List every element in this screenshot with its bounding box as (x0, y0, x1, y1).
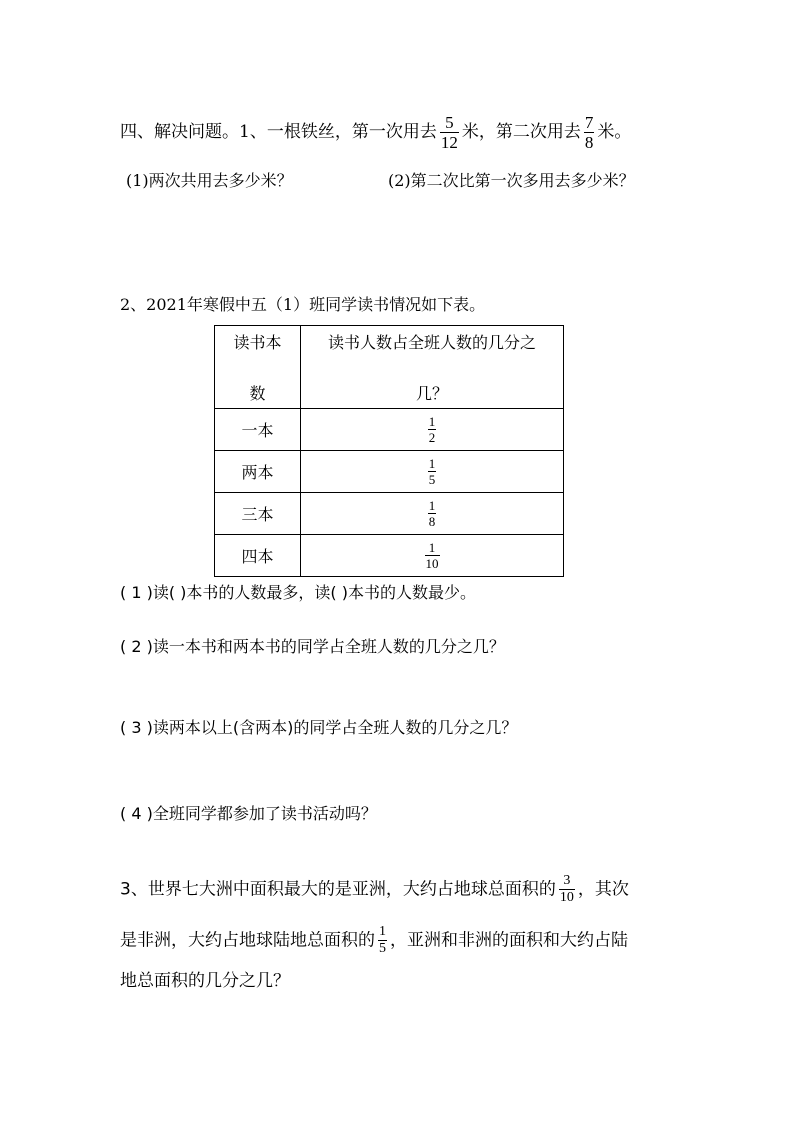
header-books-line2: 数 (249, 384, 266, 403)
q1-line1 (120, 114, 631, 151)
q3-line1 (120, 874, 629, 905)
q3-line3: 地总面积的几分之几？ (120, 971, 290, 991)
q1-sub1: (1)两次共用去多少米？ (126, 171, 293, 190)
q3-fraction-1: $\frac{3}{10}$ (559, 873, 574, 905)
table-row (215, 451, 564, 493)
q1-fraction-2: $\frac{7}{8}$ (584, 113, 594, 152)
q1-line1-prefix: 四、解决问题。1、一根铁丝，第一次用去 (120, 122, 437, 142)
q2-intro: 2、2021年寒假中五（1）班同学读书情况如下表。 (120, 295, 486, 314)
q2-sub4: ( 4 )全班同学都参加了读书活动吗？ (120, 804, 377, 823)
table-header-row (215, 326, 564, 409)
fraction-cell: $\frac{1}{5}$ (301, 451, 564, 493)
books-cell: 一本 (215, 409, 301, 451)
q3-line1-prefix: 3、世界七大洲中面积最大的是亚洲，大约占地球总面积的 (120, 879, 556, 900)
header-books-cell (215, 326, 301, 409)
q1-line1-mid: 米，第二次用去 (461, 122, 581, 142)
q3-line2-suffix: ，亚洲和非洲的面积和大约占陆 (390, 930, 628, 951)
header-fraction-cell (301, 326, 564, 409)
reading-table (214, 325, 564, 577)
books-cell: 三本 (215, 493, 301, 535)
q1-sub2: (2)第二次比第一次多用去多少米？ (388, 171, 635, 190)
table-row (215, 409, 564, 451)
q3-line1-suffix: ，其次 (577, 879, 629, 900)
q3-line2-prefix: 是非洲，大约占地球陆地总面积的 (120, 930, 375, 951)
q3-fraction-2: $\frac{1}{5}$ (379, 924, 386, 956)
header-books-line1: 读书本 (233, 333, 282, 352)
q2-sub2: ( 2 )读一本书和两本书的同学占全班人数的几分之几？ (120, 637, 505, 656)
fraction-cell: $\frac{1}{10}$ (301, 535, 564, 577)
header-fraction-line1: 读书人数占全班人数的几分之 (327, 333, 536, 352)
q2-sub1: ( 1 )读( )本书的人数最多，读( )本书的人数最少。 (120, 583, 476, 602)
table-row (215, 535, 564, 577)
header-fraction-line2: 几？ (415, 384, 448, 403)
q1-fraction-1: $\frac{5}{12}$ (440, 113, 458, 152)
fraction-cell: $\frac{1}{8}$ (301, 493, 564, 535)
books-cell: 四本 (215, 535, 301, 577)
table-row (215, 493, 564, 535)
q1-line1-suffix: 米。 (597, 122, 632, 142)
books-cell: 两本 (215, 451, 301, 493)
q2-sub3: ( 3 )读两本以上(含两本)的同学占全班人数的几分之几？ (120, 718, 518, 737)
fraction-cell: $\frac{1}{2}$ (301, 409, 564, 451)
q3-line2 (120, 925, 628, 956)
